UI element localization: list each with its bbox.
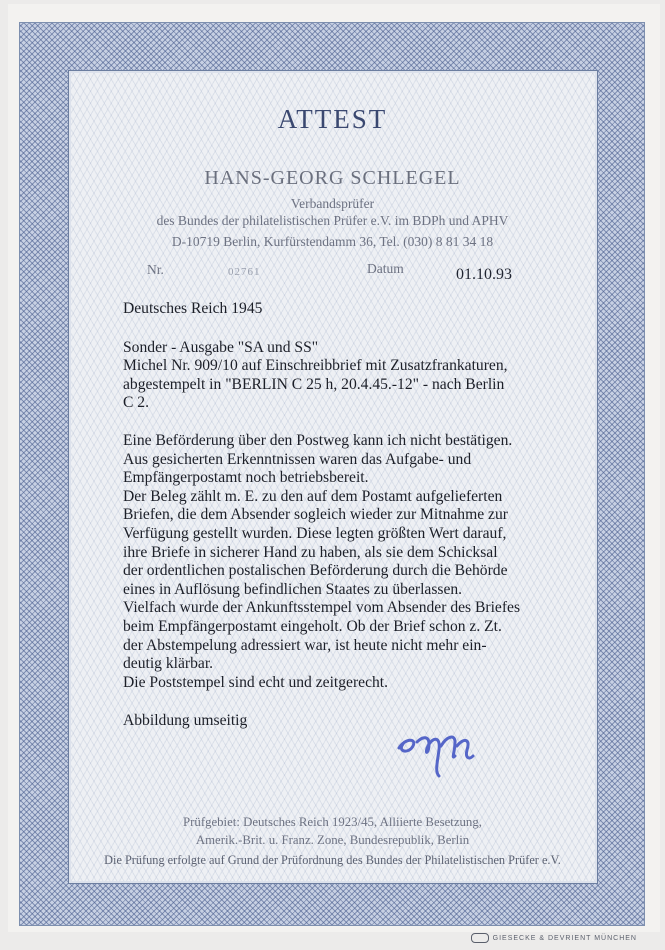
paragraph-line: Eine Beförderung über den Postweg kann ich nicht bestätigen. (123, 431, 513, 449)
examiner-name: HANS-GEORG SCHLEGEL (204, 167, 461, 189)
footer-scope-line-1: Prüfgebiet: Deutsches Reich 1923/45, Alliierte Besetzung, (183, 815, 482, 829)
paragraph-line: eines in Auflösung befindlichen Staates zu überlassen. (123, 580, 463, 598)
paragraph-line: der ordentlichen postalischen Beförderung durch die Behörde (123, 562, 508, 580)
handwritten-signature (395, 726, 475, 782)
paragraph-line: Die Poststempel sind echt und zeitgerecht. (123, 673, 389, 691)
issue-line: abgestempelt in "BERLIN C 25 h, 20.4.45.-12" - nach Berlin (123, 375, 505, 393)
stamp-heading: Deutsches Reich 1945 (123, 300, 263, 317)
printer-logo-icon (471, 933, 489, 943)
paragraph-line: ihre Briefe in sicherer Hand zu haben, als sie dem Schicksal (123, 543, 498, 561)
paragraph-line: Briefen, die dem Absender sogleich wieder zur Mitnahme zur (123, 506, 508, 524)
date-label: Datum (367, 261, 404, 276)
paragraph-line: Der Beleg zählt m. E. zu den auf dem Postamt aufgelieferten (123, 487, 503, 505)
paragraph-line: Vielfach wurde der Ankunftsstempel vom Absender des Briefes (123, 599, 521, 617)
paragraph-line: Empfängerpostamt noch betriebsbereit. (123, 469, 369, 487)
issue-line: Sonder - Ausgabe "SA und SS" (123, 338, 319, 356)
printer-name: GIESECKE & DEVRIENT MÜNCHEN (492, 934, 637, 942)
footer-regulation-note: Die Prüfung erfolgte auf Grund der Prüfordnung des Bundes der Philatelistischen Prüfer e.V. (104, 853, 561, 867)
paragraph-line: deutig klärbar. (123, 655, 214, 673)
closing-note: Abbildung umseitig (123, 712, 248, 730)
paragraph-line: Aus gesicherten Erkenntnissen waren das Aufgabe- und (123, 450, 472, 468)
footer-scope-line-2: Amerik.-Brit. u. Franz. Zone, Bundesrepublik, Berlin (195, 833, 470, 847)
examiner-association: des Bundes der philatelistischen Prüfer e.V. im BDPh und APHV (156, 213, 509, 228)
paragraph-line: beim Empfängerpostamt eingeholt. Ob der Brief schon z. Zt. (123, 617, 502, 635)
examiner-role: Verbandsprüfer (290, 196, 375, 211)
paragraph-line: der Abstempelung adressiert war, ist heute nicht mehr ein- (123, 636, 487, 654)
nr-label: Nr. (147, 262, 164, 277)
issue-line: C 2. (123, 394, 149, 412)
issue-line: Michel Nr. 909/10 auf Einschreibbrief mit Zusatzfrankaturen, (123, 357, 508, 375)
examiner-address: D-10719 Berlin, Kurfürstendamm 36, Tel. (030) 8 81 34 18 (171, 234, 494, 249)
paragraph-line: Verfügung gestellt wurden. Diese legten größten Wert darauf, (123, 524, 507, 542)
document-title: ATTEST (277, 104, 388, 134)
certificate-body (123, 300, 593, 731)
certificate-number: 02761 (228, 266, 261, 278)
certificate-date: 01.10.93 (456, 266, 512, 283)
printer-imprint (471, 933, 637, 943)
